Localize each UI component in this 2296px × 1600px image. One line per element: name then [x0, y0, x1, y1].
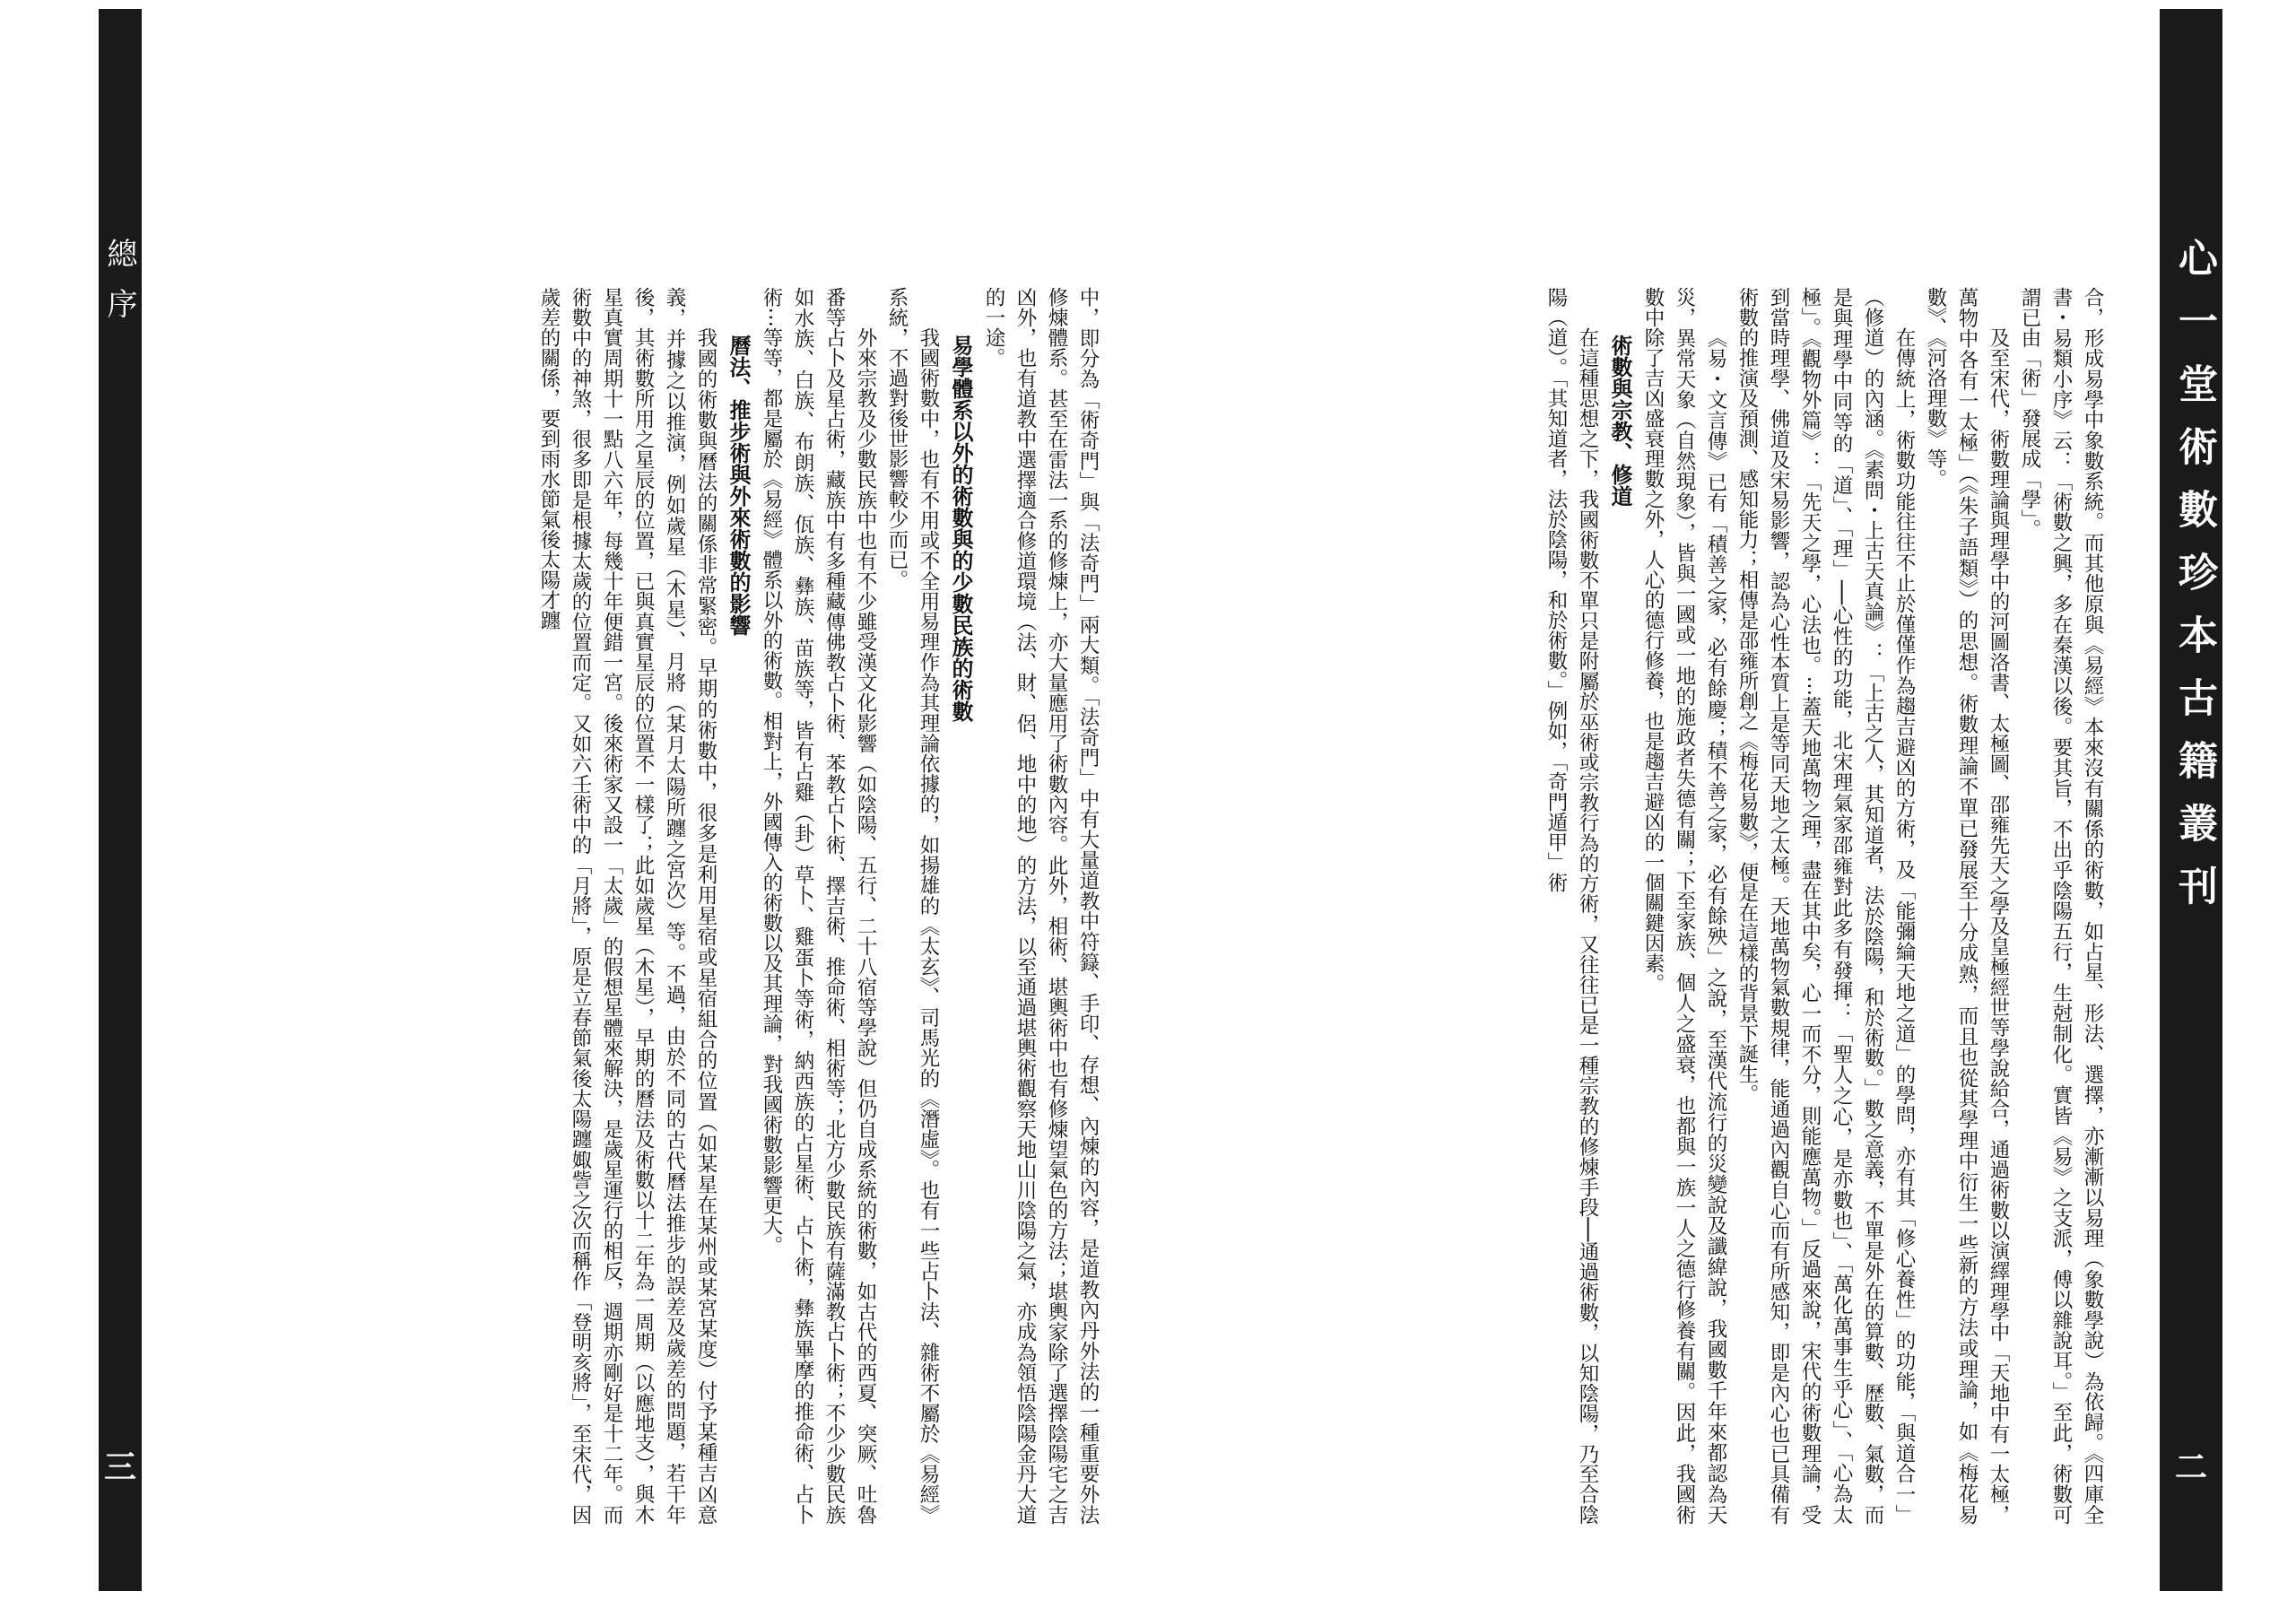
- paragraph: 在這種思想之下，我國術數不單只是附屬於巫術或宗教行為的方術，又往往已是一種宗教的修煉手段──通過術數，以知陰陽，乃至合陰陽（道）。「其知道者，法於陰陽，和於術數。」例如，「奇門遁甲」術: [1544, 287, 1599, 1525]
- paragraph: 外來宗教及少數民族中也有不少雖受漢文化影響（如陰陽、五行、二十八宿等學說）但仍自成系統的術數，如古代的西夏、突厥、吐魯番等占卜及星占術，藏族中有多種藏傳佛教占卜術、苯教占卜術、擇吉術、推命術、相術等；北方少數民族有薩滿教占卜術；不少少數民族如水族、白族、布朗族、佤族、彝族、苗族等，皆有占雞（卦）草卜、雞蛋卜等術，納西族的占星術、占卜術，彝族畢摩的推命術、占卜術⋯等等，都是屬於《易經》體系以外的術數。相對上，外國傳入的術數以及其理論，對我國術數影響更大。: [760, 287, 877, 1525]
- paragraph: 合，形成易學中象數系統。而其他原與《易經》本來沒有關係的術數，如占星、形法、選擇，亦漸漸以易理（象數學說）為依歸。《四庫全書・易類小序》云：「術數之興，多在秦漢以後。要其旨，不出乎陰陽五行，生尅制化。實皆《易》之支派，傅以雜說耳。」至此，術數可謂已由「術」發展成「學」。: [2018, 287, 2104, 1525]
- section-heading: 曆法、推步術與外來術數的影響: [726, 334, 751, 636]
- section-heading: 術數與宗教、修道: [1607, 334, 1632, 507]
- paragraph: 中，即分為「術奇門」與「法奇門」兩大類。「法奇門」中有大量道教中符籙、手印、存想、內煉的內容，是道教內丹外法的一種重要外法修煉體系。甚至在雷法一系的修煉上，亦大量應用了術數內容。此外，相術、堪輿術中也有修煉望氣色的方法；堪輿家除了選擇陰陽宅之吉凶外，也有道教中選擇適合修道環境（法、財、侶、地中的地）的方法，以至通過堪輿術觀察天地山川陰陽之氣，亦成為領悟陰陽金丹大道的一途。: [982, 287, 1100, 1525]
- right-running-title: 心一堂術數珍本古籍叢刊: [2171, 238, 2217, 928]
- paragraph: 我國的術數與曆法的關係非常緊密。早期的術數中，很多是利用星宿或星宿組合的位置（如某星在某州或某宮某度）付予某種吉凶意義，并據之以推演，例如歲星（木星）、月將（某月太陽所躔之宮次）等。不過，由於不同的古代曆法推步的誤差及歲差的問題，若干年後，其術數所用之星辰的位置，已與真實星辰的位置不一樣了；此如歲星（木星），早期的曆法及術數以十二年為一周期（以應地支），與木星真實周期十一點八六年，每幾十年便錯一宮。後來術家又設一「太歲」的假想星體來解決，是歲星運行的相反，週期亦剛好是十二年。而術數中的神煞，很多即是根據太歲的位置而定。又如六壬術中的「月將」，原是立春節氣後太陽躔娵訾之次而稱作「登明亥將」，至宋代，因歲差的關係，要到雨水節氣後太陽才躔: [537, 287, 718, 1525]
- left-page-number: 三: [103, 1448, 136, 1486]
- left-page-edge-band: [99, 9, 142, 1591]
- paragraph: 我國術數中，也有不用或不全用易理作為其理論依據的，如揚雄的《太玄》、司馬光的《潛虛》。也有一些占卜法、雜術不屬於《易經》系統，不過對後世影響較少而已。: [885, 287, 940, 1525]
- right-page-text: [1220, 287, 2108, 1525]
- left-page-text: [206, 287, 1103, 1525]
- paragraph: 及至宋代，術數理論與理學中的河圖洛書、太極圖、邵雍先天之學及皇極經世等學說給合，通過術數以演繹理學中「天地中有一太極，萬物中各有一太極」（《朱子語類》）的思想。術數理論不單已發展至十分成熟，而且也從其學理中衍生一些新的方法或理論，如《梅花易數》、《河洛理數》等。: [1924, 287, 2010, 1525]
- left-running-title: 總序: [101, 238, 137, 338]
- section-heading: 易學體系以外的術數與的少數民族的術數: [948, 334, 973, 722]
- paragraph: 《易・文言傳》已有「積善之家，必有餘慶；積不善之家，必有餘殃」之說，至漢代流行的災變說及讖緯說，我國數千年來都認為天災，異常天象（自然現象），皆與一國或一地的施政者失德有關；下至家族、個人之盛衰，也都與一族一人之德行修養有關。因此，我國術數中除了吉凶盛衰理數之外，人心的德行修養，也是趨吉避凶的一個關鍵因素。: [1641, 287, 1727, 1525]
- right-page-edge-band: [2160, 9, 2222, 1591]
- paragraph: 在傳統上，術數功能往往不止於僅僅作為趨吉避凶的方術，及「能彌綸天地之道」的學問，亦有其「修心養性」的功能，「與道合一」（修道）的內涵。《素問・上古天真論》：「上古之人，其知道者，法於陰陽，和於術數。」數之意義，不單是外在的算數、歷數、氣數，而是與理學中同等的「道」、「理」──心性的功能，北宋理氣家邵雍對此多有發揮：「聖人之心，是亦數也」、「萬化萬事生乎心」、「心為太極」。《觀物外篇》：「先天之學，心法也。⋯蓋天地萬物之理，盡在其中矣，心一而不分，則能應萬物。」反過來說，宋代的術數理論，受到當時理學、佛道及宋易影響，認為心性本質上是等同天地之太極。天地萬物氣數規律，能通過內觀自心而有所感知，即是內心也已具備有術數的推演及預測、感知能力；相傳是邵雍所創之《梅花易數》，便是在這樣的背景下誕生。: [1735, 287, 1916, 1525]
- right-page-number: 二: [2174, 1448, 2207, 1486]
